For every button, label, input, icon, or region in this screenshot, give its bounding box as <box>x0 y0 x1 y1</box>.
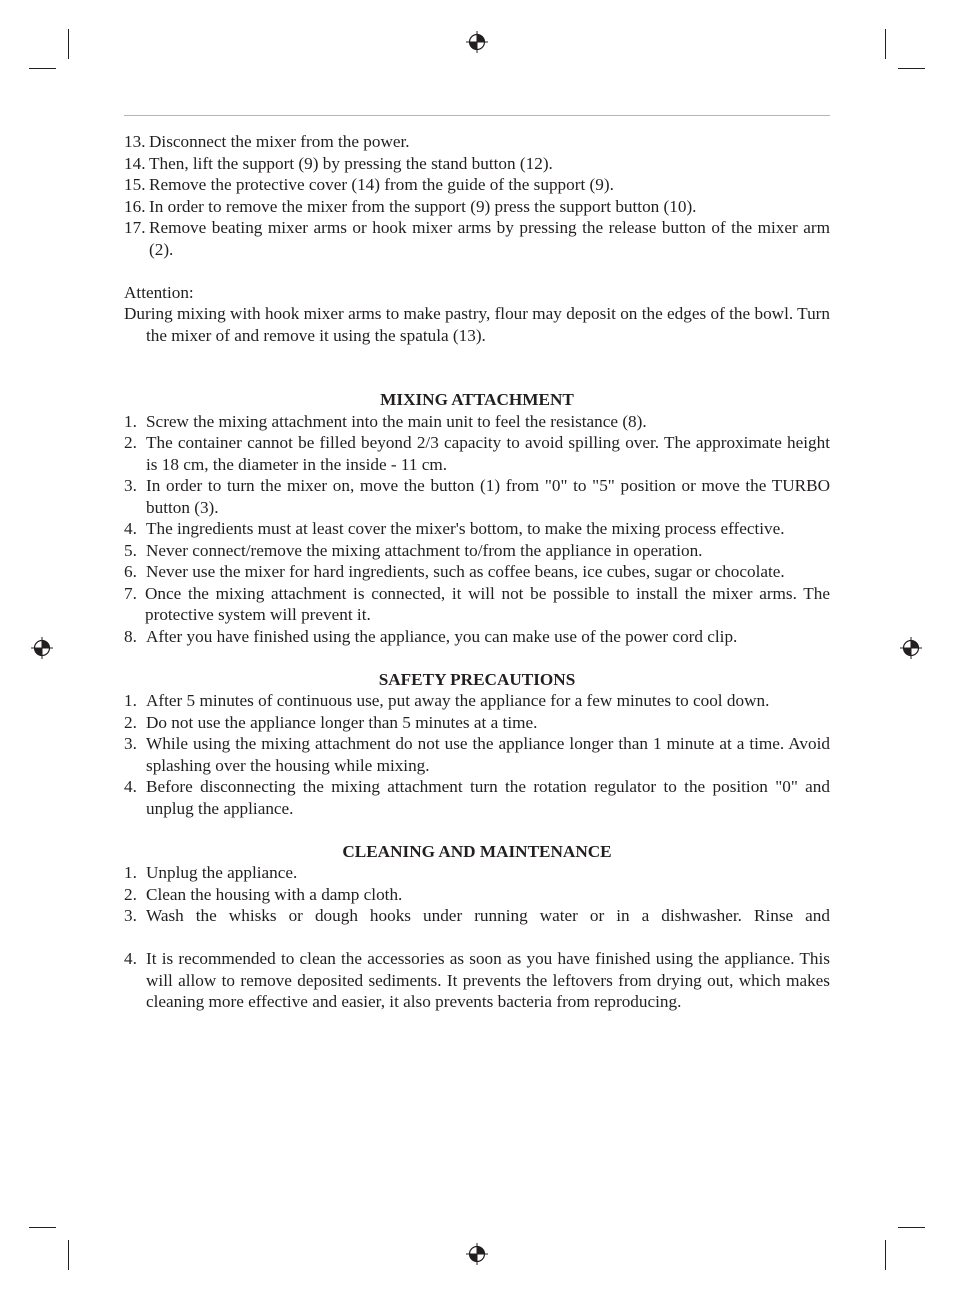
registration-mark-icon <box>466 1243 488 1265</box>
crop-mark <box>68 29 69 59</box>
list-item <box>124 583 830 626</box>
section-title-cleaning: CLEANING AND MAINTENANCE <box>342 841 612 861</box>
item-number: 8. <box>124 626 137 646</box>
crop-mark <box>885 29 886 59</box>
page-content <box>124 131 830 1013</box>
list-item <box>124 518 830 540</box>
item-number: 7. <box>124 583 137 603</box>
list-item <box>124 475 830 518</box>
list-item <box>124 712 830 734</box>
list-item <box>124 174 830 196</box>
item-text: Once the mixing attachment is connected, it will not be possible to install the mixer arms. The protective system will prevent it. <box>145 583 830 624</box>
list-item <box>124 196 830 218</box>
item-number: 15. <box>124 175 146 194</box>
item-number: 17. <box>124 218 146 237</box>
crop-mark <box>29 68 56 69</box>
item-text: Clean the housing with a damp cloth. <box>146 884 403 904</box>
crop-mark <box>29 1227 56 1228</box>
list-item <box>124 131 830 153</box>
item-text: It is recommended to clean the accessories as soon as you have finished using the appliance. This will allow to remove deposited sediments. It prevents the leftovers from drying out, which makes cleaning more effective and easier, it also prevents bacteria from reproducing. <box>146 949 830 1011</box>
attention-label: Attention: <box>124 282 194 302</box>
item-number: 2. <box>124 712 137 732</box>
mixing-list <box>124 411 830 648</box>
item-text: After 5 minutes of continuous use, put away the appliance for a few minutes to cool down. <box>146 691 770 710</box>
crop-mark <box>68 1240 69 1270</box>
list-item <box>124 217 830 260</box>
item-text: Never use the mixer for hard ingredients, such as coffee beans, ice cubes, sugar or chocolate. <box>146 562 785 581</box>
item-text: In order to remove the mixer from the support (9) press the support button (10). <box>149 196 697 216</box>
registration-mark-icon <box>31 637 53 659</box>
registration-mark-icon <box>900 637 922 659</box>
item-number: 4. <box>124 519 137 538</box>
item-text: The ingredients must at least cover the mixer's bottom, to make the mixing process effective. <box>146 519 785 538</box>
cleaning-list <box>124 862 830 1013</box>
item-text: Never connect/remove the mixing attachment to/from the appliance in operation. <box>146 540 703 560</box>
item-number: 2. <box>124 884 137 904</box>
list-item <box>124 626 830 648</box>
item-number: 13. <box>124 132 146 151</box>
item-text: Screw the mixing attachment into the main unit to feel the resistance (8). <box>146 411 647 431</box>
list-item <box>124 884 830 906</box>
item-number: 3. <box>124 906 137 925</box>
section-title-safety: SAFETY PRECAUTIONS <box>378 669 576 689</box>
item-number: 1. <box>124 411 137 431</box>
registration-mark-icon <box>466 31 488 53</box>
list-item <box>124 432 830 475</box>
item-number: 14. <box>124 153 146 173</box>
header-rule <box>124 115 830 116</box>
item-text: The container cannot be filled beyond 2/3 capacity to avoid spilling over. The approximate height is 18 cm, the diameter in the inside - 11 cm. <box>146 433 830 474</box>
item-number: 4. <box>124 777 137 796</box>
list-item <box>124 561 830 583</box>
crop-mark <box>898 68 925 69</box>
item-number: 5. <box>124 540 137 560</box>
attention-text: During mixing with hook mixer arms to make pastry, flour may deposit on the edges of the bowl. Turn the mixer of and remove it using the spatula (13). <box>124 304 830 345</box>
item-text: Wash the whisks or dough hooks under running water or in a dishwasher. Rinse and <box>146 906 830 925</box>
item-number: 3. <box>124 476 137 495</box>
item-text: While using the mixing attachment do not use the appliance longer than 1 minute at a time. Avoid splashing over the housing while mixing. <box>146 734 830 775</box>
list-item <box>124 733 830 776</box>
safety-list <box>124 690 830 819</box>
section-title-mixing: MIXING ATTACHMENT <box>380 390 574 409</box>
crop-mark <box>885 1240 886 1270</box>
item-number: 2. <box>124 433 137 452</box>
list-item <box>124 862 830 884</box>
list-item <box>124 776 830 819</box>
item-text: Remove beating mixer arms or hook mixer arms by pressing the release button of the mixer arm (2). <box>149 218 830 259</box>
item-number: 16. <box>124 196 146 216</box>
crop-mark <box>898 1227 925 1228</box>
item-number: 1. <box>124 691 137 710</box>
item-number: 6. <box>124 562 137 581</box>
list-item <box>124 540 830 562</box>
steps-list <box>124 131 830 260</box>
item-text: In order to turn the mixer on, move the button (1) from "0" to "5" position or move the TURBO button (3). <box>146 476 830 517</box>
item-text: Remove the protective cover (14) from the guide of the support (9). <box>149 175 614 194</box>
item-number: 3. <box>124 734 137 753</box>
list-item <box>124 905 830 927</box>
item-number: 1. <box>124 863 137 882</box>
item-text: Then, lift the support (9) by pressing the stand button (12). <box>149 153 553 173</box>
item-text: Unplug the appliance. <box>146 863 298 882</box>
item-text: Disconnect the mixer from the power. <box>149 132 410 151</box>
list-item <box>124 411 830 433</box>
list-item <box>124 948 830 1013</box>
item-text: Before disconnecting the mixing attachment turn the rotation regulator to the position "0" and unplug the appliance. <box>146 777 830 818</box>
list-item <box>124 153 830 175</box>
item-number: 4. <box>124 949 137 968</box>
item-text: After you have finished using the appliance, you can make use of the power cord clip. <box>146 626 738 646</box>
list-item <box>124 690 830 712</box>
item-text: Do not use the appliance longer than 5 minutes at a time. <box>146 712 538 732</box>
